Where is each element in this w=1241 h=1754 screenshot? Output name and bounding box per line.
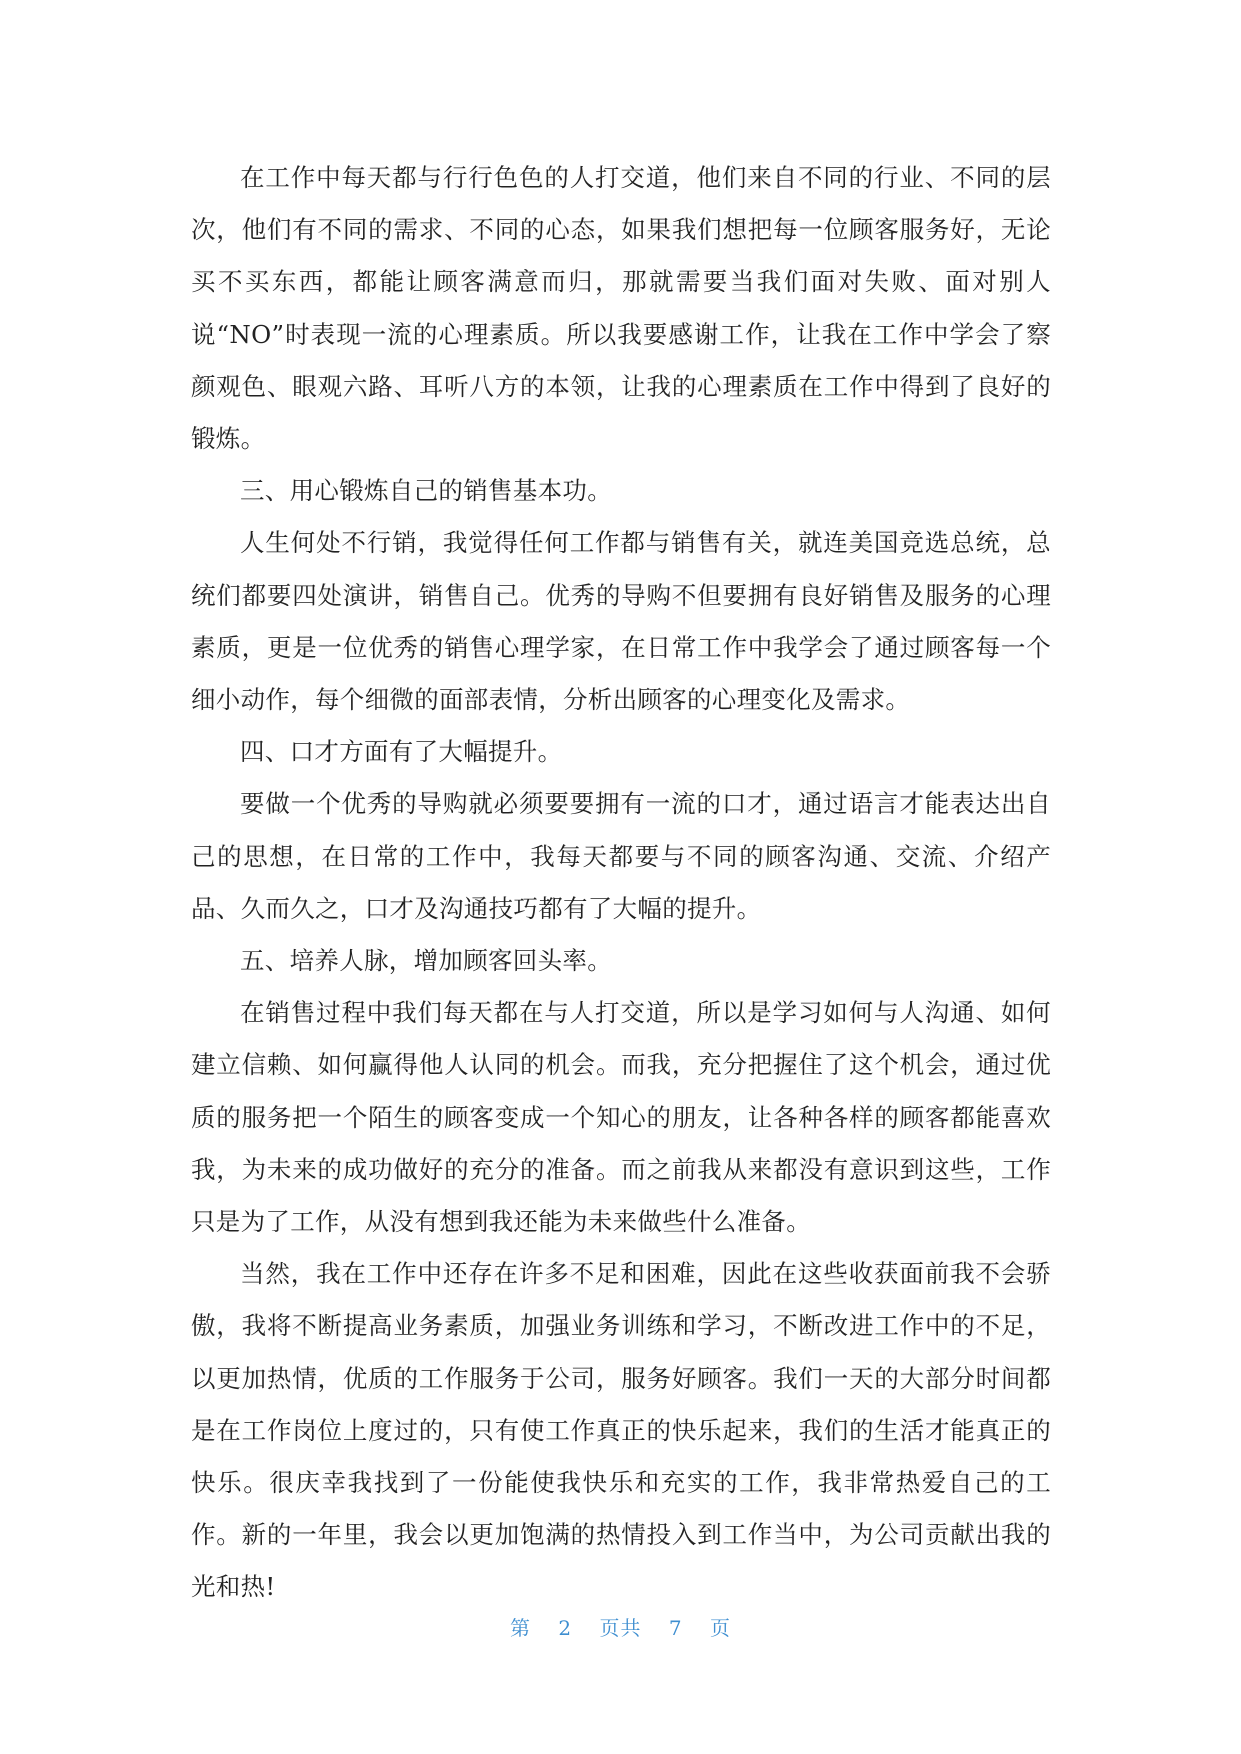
heading-eloquence: 四、口才方面有了大幅提升。: [240, 737, 563, 767]
footer-middle: 页共: [599, 1616, 642, 1640]
footer-suffix: 页: [709, 1616, 731, 1640]
document-body: [191, 152, 1051, 1614]
paragraph-eloquence: 要做一个优秀的导购就必须要要拥有一流的口才，通过语言才能表达出自己的思想，在日常的工作中，我每天都要与不同的顾客沟通、交流、介绍产品、久而久之，口才及沟通技巧都有了大幅的提升。: [191, 789, 1051, 923]
footer-current-page: 2: [558, 1616, 573, 1640]
paragraph-network: 在销售过程中我们每天都在与人打交道，所以是学习如何与人沟通、如何建立信赖、如何赢得他人认同的机会。而我，充分把握住了这个机会，通过优质的服务把一个陌生的顾客变成一个知心的朋友，让各种各样的顾客都能喜欢我，为未来的成功做好的充分的准备。而之前我从来都没有意识到这些，工作只是为了工作，从没有想到我还能为未来做些什么准备。: [191, 998, 1051, 1237]
footer-total-pages: 7: [668, 1616, 683, 1640]
footer-prefix: 第: [510, 1616, 532, 1640]
paragraph-conclusion: 当然，我在工作中还存在许多不足和困难，因此在这些收获面前我不会骄傲，我将不断提高业务素质，加强业务训练和学习，不断改进工作中的不足，以更加热情，优质的工作服务于公司，服务好顾客。我们一天的大部分时间都是在工作岗位上度过的，只有使工作真正的快乐起来，我们的生活才能真正的快乐。很庆幸我找到了一份能使我快乐和充实的工作，我非常热爱自己的工作。新的一年里，我会以更加饱满的热情投入到工作当中，为公司贡献出我的光和热!: [191, 1259, 1051, 1602]
paragraph-sales-skills: 人生何处不行销，我觉得任何工作都与销售有关，就连美国竞选总统，总统们都要四处演讲，销售自己。优秀的导购不但要拥有良好销售及服务的心理素质，更是一位优秀的销售心理学家，在日常工作中我学会了通过顾客每一个细小动作，每个细微的面部表情，分析出顾客的心理变化及需求。: [191, 528, 1051, 715]
page-footer: [0, 1612, 1241, 1641]
paragraph-psychology: 在工作中每天都与行行色色的人打交道，他们来自不同的行业、不同的层次，他们有不同的需求、不同的心态，如果我们想把每一位顾客服务好，无论买不买东西，都能让顾客满意而归，那就需要当我们面对失败、面对别人说“NO”时表现一流的心理素质。所以我要感谢工作，让我在工作中学会了察颜观色、眼观六路、耳听八方的本领，让我的心理素质在工作中得到了良好的锻炼。: [191, 163, 1051, 454]
heading-sales-skills: 三、用心锻炼自己的销售基本功。: [240, 476, 612, 506]
heading-network: 五、培养人脉，增加顾客回头率。: [240, 946, 612, 976]
